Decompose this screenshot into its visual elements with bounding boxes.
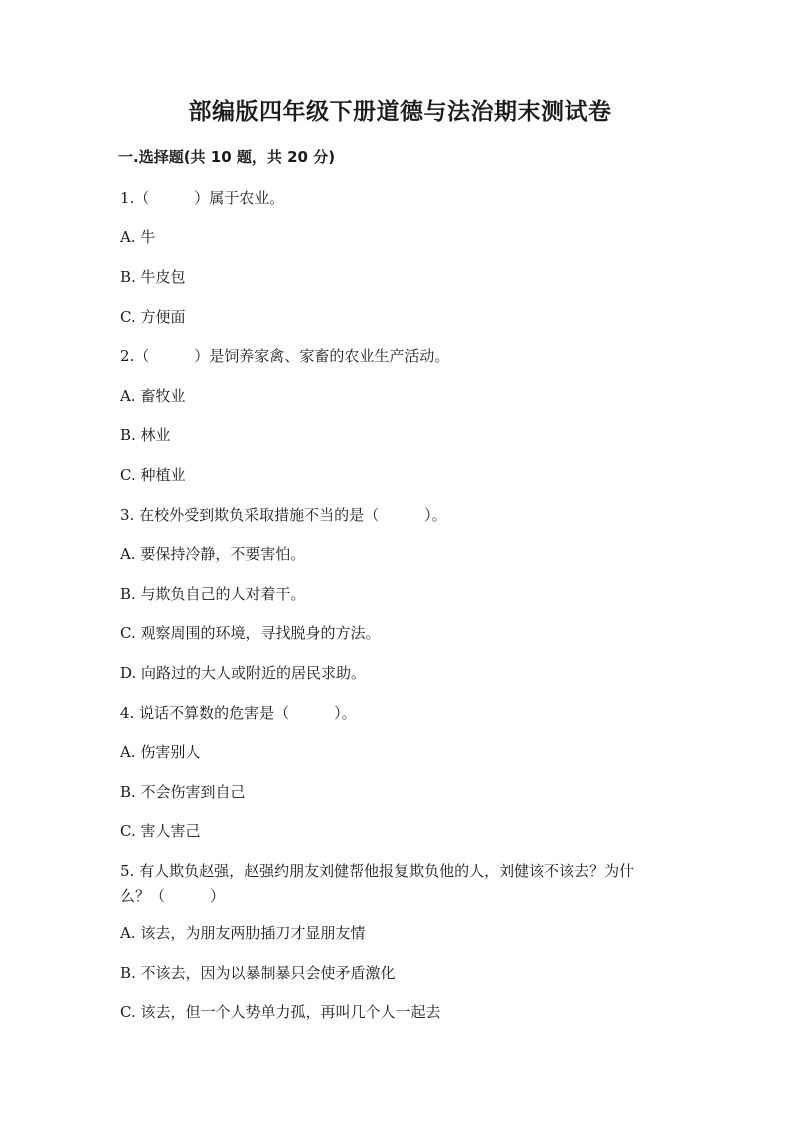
question-2-option-c: C. 种植业 <box>120 466 186 484</box>
question-1-stem: 1.（ ）属于农业。 <box>120 189 285 207</box>
question-1-option-b: B. 牛皮包 <box>120 268 186 286</box>
question-4-option-a: A. 伤害别人 <box>120 743 201 761</box>
question-4-option-c: C. 害人害己 <box>120 822 201 840</box>
question-3-option-a: A. 要保持冷静，不要害怕。 <box>120 545 306 563</box>
question-4-option-b: B. 不会伤害到自己 <box>120 783 246 801</box>
question-1-option-c: C. 方便面 <box>120 308 186 326</box>
question-3-option-c: C. 观察周围的环境，寻找脱身的方法。 <box>120 624 381 642</box>
question-4-stem: 4. 说话不算数的危害是（ ）。 <box>120 704 357 722</box>
question-3-option-b: B. 与欺负自己的人对着干。 <box>120 585 306 603</box>
question-5-option-c: C. 该去，但一个人势单力孤，再叫几个人一起去 <box>120 1003 441 1021</box>
question-5-option-a: A. 该去，为朋友两肋插刀才显朋友情 <box>120 924 366 942</box>
question-3-option-d: D. 向路过的大人或附近的居民求助。 <box>120 664 367 682</box>
question-2-option-b: B. 林业 <box>120 426 171 444</box>
page-title: 部编版四年级下册道德与法治期末测试卷 <box>188 98 612 125</box>
question-2-option-a: A. 畜牧业 <box>120 387 186 405</box>
section-heading: 一.选择题(共 10 题，共 20 分) <box>118 148 336 166</box>
question-3-stem: 3. 在校外受到欺负采取措施不当的是（ ）。 <box>120 506 447 524</box>
question-1-option-a: A. 牛 <box>120 228 156 246</box>
question-5-option-b: B. 不该去，因为以暴制暴只会使矛盾激化 <box>120 964 396 982</box>
question-2-stem: 2.（ ）是饲养家禽、家畜的农业生产活动。 <box>120 347 450 365</box>
question-5-stem-line-2: 么？（ ） <box>120 887 226 905</box>
question-5-stem-line-1: 5. 有人欺负赵强，赵强约朋友刘健帮他报复欺负他的人，刘健该不该去？为什 <box>120 862 635 880</box>
